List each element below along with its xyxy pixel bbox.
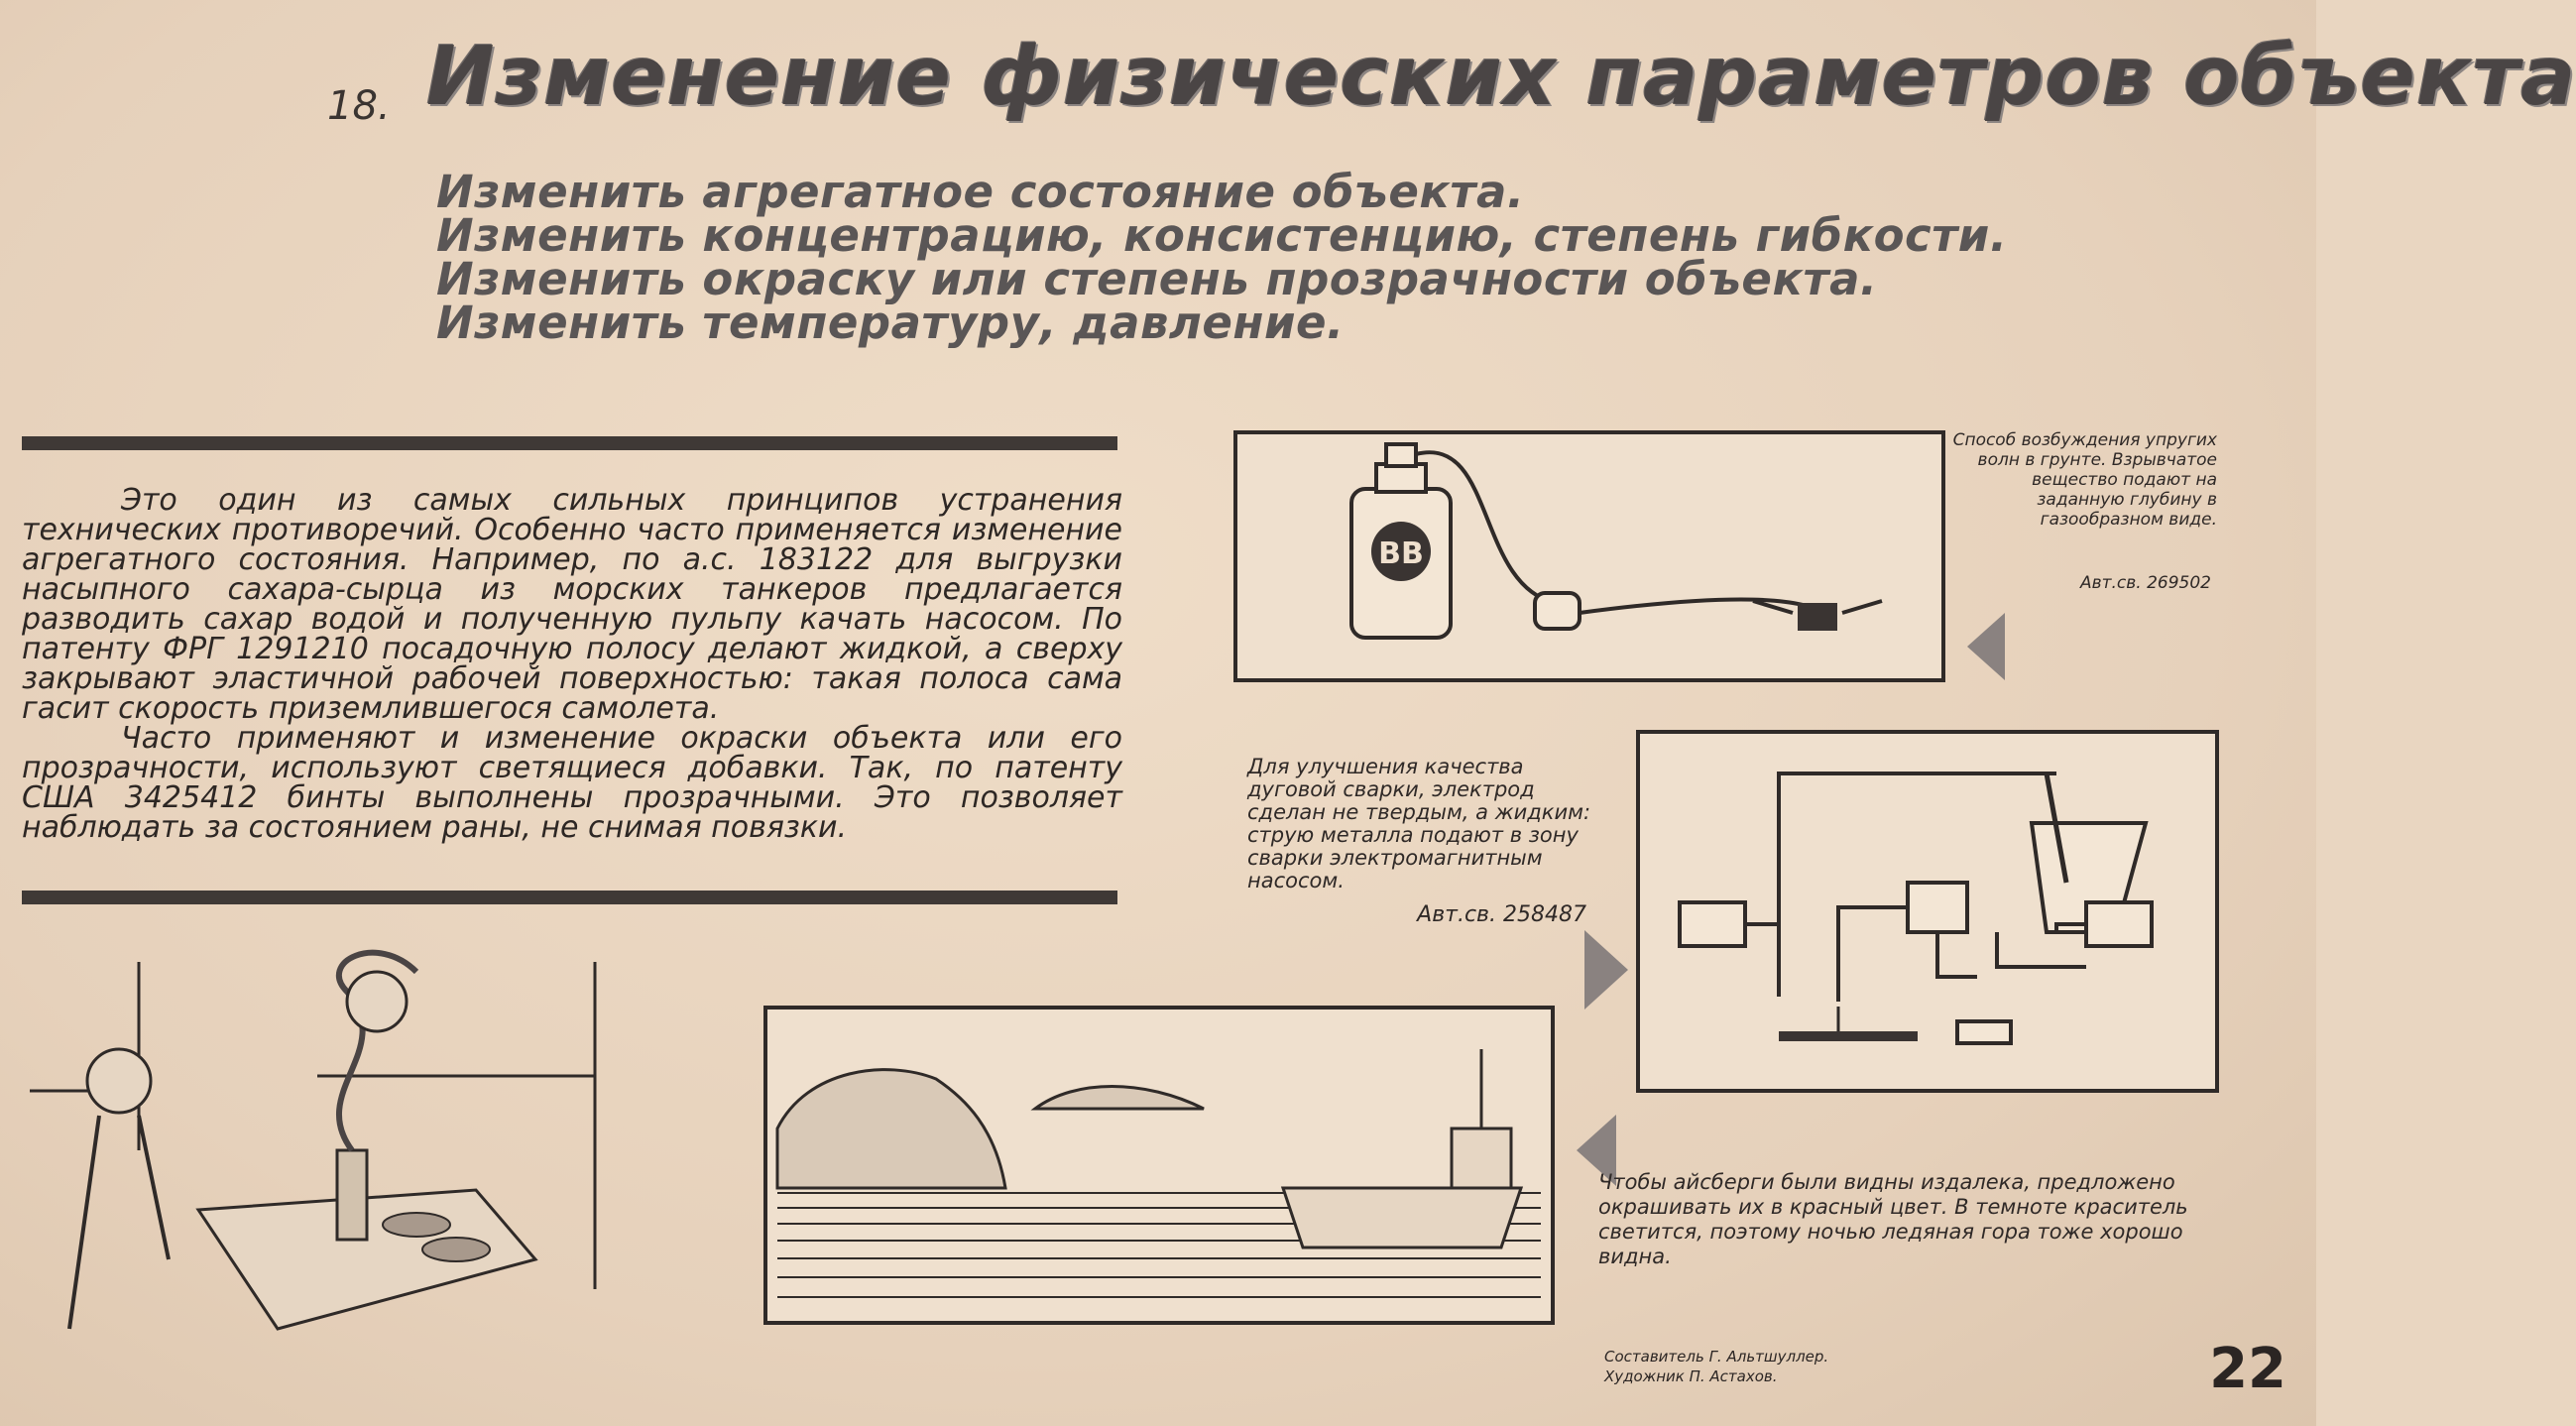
iceberg-figure xyxy=(763,1006,1555,1325)
principles-list xyxy=(436,166,2008,349)
welding-caption: Для улучшения качества дуговой сварки, электрод сделан не твердым, а жидким: струю металла подают в зону сварки электромагнитным насосом. xyxy=(1247,755,1591,892)
welding-arrow xyxy=(1584,930,1628,1010)
section-number: 18. xyxy=(327,83,391,129)
bottom-divider xyxy=(22,891,1117,904)
explosive-reference: Авт.св. 269502 xyxy=(2079,573,2211,593)
explosive-caption: Способ возбуждения упругих волн в грунте. Взрывчатое вещество подают на заданную глубину в газообразном виде. xyxy=(1952,430,2217,530)
page-number: 22 xyxy=(2209,1337,2286,1401)
credits-artist: Художник П. Астахов. xyxy=(1604,1367,1778,1385)
body-text xyxy=(22,483,1122,845)
explosive-illustration xyxy=(1237,434,1941,678)
explosive-figure xyxy=(1233,430,1945,682)
gas-cylinder-label: ВВ xyxy=(1378,536,1424,571)
cartoon-illustration xyxy=(20,932,615,1408)
genie-bottle-cartoon xyxy=(20,932,615,1408)
iceberg-caption: Чтобы айсберги были видны издалека, предложено окрашивать их в красный цвет. В темноте краситель светится, поэтому ночью ледяная гора тоже хорошо видна. xyxy=(1598,1170,2188,1268)
principle-item: Изменить окраску или степень прозрачности объекта. xyxy=(436,253,1878,305)
credits-compiler: Составитель Г. Альтшуллер. xyxy=(1604,1348,1829,1366)
welding-reference: Авт.св. 258487 xyxy=(1417,902,1586,927)
explosive-arrow xyxy=(1967,613,2005,680)
principle-item: Изменить температуру, давление. xyxy=(436,297,1345,349)
welding-diagram xyxy=(1640,734,2215,1089)
principle-item: Изменить концентрацию, консистенцию, степень гибкости. xyxy=(436,209,2008,262)
welding-figure xyxy=(1636,730,2219,1093)
iceberg-illustration xyxy=(767,1010,1551,1321)
principle-item: Изменить агрегатное состояние объекта. xyxy=(436,166,1525,218)
credits xyxy=(1604,1347,1828,1386)
page-title: Изменение физических параметров объекта xyxy=(426,30,2576,124)
top-divider xyxy=(22,436,1117,450)
body-paragraph-2: Часто применяют и изменение окраски объекта или его прозрачности, используют светящиеся добавки. Так, по патенту США 3425412 бинты выполнены прозрачными. Это позволяет наблюдать за состоянием раны, не снимая повязки. xyxy=(22,721,1122,845)
body-paragraph-1: Это один из самых сильных принципов устранения технических противоречий. Особенно часто применяется изменение агрегатного состояния. Например, по а.с. 183122 для выгрузки насыпного сахара-сырца из морских танкеров предлагается разводить сахар водой и полученную пульпу качать насосом. По патенту ФРГ 1291210 посадочную полосу делают жидкой, а сверху закрывают эластичной рабочей поверхностью: такая полоса сама гасит скорость приземлившегося самолета. xyxy=(22,483,1122,726)
